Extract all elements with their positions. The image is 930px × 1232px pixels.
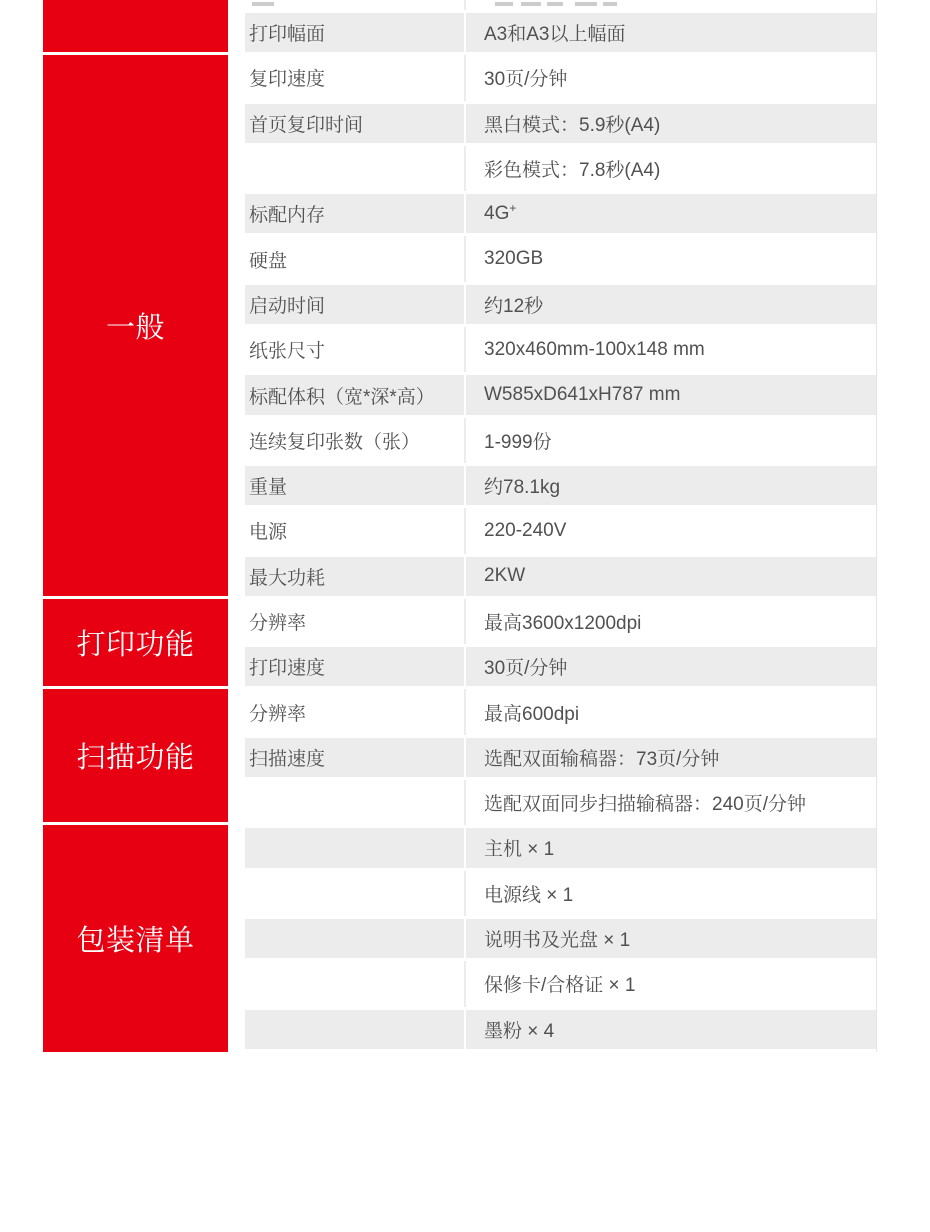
- spec-name: 分辨率: [245, 689, 466, 734]
- cutoff-value-cell: [466, 0, 876, 10]
- spec-name: [245, 919, 466, 958]
- table-row: [245, 463, 876, 508]
- spec-value: 320GB: [484, 248, 544, 270]
- spec-value: W585xD641xH787 mm: [484, 384, 681, 406]
- table-row: [245, 236, 876, 281]
- section-label-package: 包装清单: [76, 925, 195, 958]
- spec-value: 彩色模式：7.8秒(A4): [484, 160, 661, 182]
- spec-name: 分辨率: [245, 599, 466, 644]
- table-row: [245, 735, 876, 780]
- cutoff-name-cell: [245, 0, 466, 10]
- spec-value: 约78.1kg: [484, 477, 561, 499]
- table-row: [245, 101, 876, 146]
- table-row: [245, 825, 876, 870]
- table-row: [245, 780, 876, 825]
- spec-value: 黑白模式：5.9秒(A4): [484, 114, 661, 136]
- spec-value: 电源线 × 1: [484, 884, 574, 906]
- table-row: [245, 961, 876, 1006]
- spec-name: 打印幅面: [245, 13, 466, 52]
- section-block-general: [43, 55, 228, 596]
- spec-rows: [245, 10, 876, 1052]
- section-label-general: 一般: [105, 312, 165, 345]
- spec-value: 30页/分钟: [484, 658, 568, 680]
- spec-value: 选配双面同步扫描输稿器：240页/分钟: [484, 794, 806, 816]
- spec-value: 最高600dpi: [484, 703, 580, 725]
- section-block-scan: [43, 689, 228, 822]
- spec-name: 首页复印时间: [245, 104, 466, 143]
- table-row: [245, 55, 876, 100]
- table-row: [245, 1007, 876, 1052]
- spec-name: 纸张尺寸: [245, 327, 466, 372]
- spec-value: 4G +: [484, 200, 517, 224]
- table-row: [245, 418, 876, 463]
- table-row: [245, 689, 876, 734]
- spec-value: 约12秒: [484, 295, 544, 317]
- spec-name: [245, 1010, 466, 1049]
- spec-value: 墨粉 × 4: [484, 1020, 555, 1042]
- section-block-cutoff: [43, 0, 228, 52]
- section-label-print: 打印功能: [76, 629, 195, 662]
- spec-value: 选配双面输稿器：73页/分钟: [484, 748, 720, 770]
- spec-name: [245, 828, 466, 867]
- table-row: [245, 554, 876, 599]
- spec-name: 最大功耗: [245, 557, 466, 596]
- cutoff-row: [245, 0, 876, 10]
- spec-name: 打印速度: [245, 647, 466, 686]
- table-row: [245, 599, 876, 644]
- table-row: [245, 146, 876, 191]
- table-row: [245, 372, 876, 417]
- spec-name: 复印速度: [245, 55, 466, 100]
- spec-name: [245, 961, 466, 1006]
- spec-name: 重量: [245, 466, 466, 505]
- spec-value: 30页/分钟: [484, 69, 568, 91]
- spec-name: 启动时间: [245, 285, 466, 324]
- table-row: [245, 327, 876, 372]
- spec-value: A3和A3以上幅面: [484, 24, 626, 46]
- spec-name: 连续复印张数（张）: [245, 418, 466, 463]
- table-row: [245, 191, 876, 236]
- spec-value: 保修卡/合格证 × 1: [484, 975, 636, 997]
- section-label-scan: 扫描功能: [76, 742, 195, 775]
- section-block-package: [43, 825, 228, 1052]
- spec-name: [245, 780, 466, 825]
- table-row: [245, 871, 876, 916]
- spec-value: 2KW: [484, 565, 526, 587]
- spec-name: [245, 146, 466, 191]
- spec-name: 电源: [245, 508, 466, 553]
- spec-name: 扫描速度: [245, 738, 466, 777]
- spec-name: 标配内存: [245, 194, 466, 233]
- section-column: [43, 0, 228, 1052]
- table-row: [245, 10, 876, 55]
- spec-value: 320x460mm-100x148 mm: [484, 338, 705, 360]
- table-row: [245, 282, 876, 327]
- spec-value: 1-999份: [484, 431, 552, 453]
- spec-name: 标配体积（宽*深*高）: [245, 375, 466, 414]
- spec-value: 主机 × 1: [484, 839, 555, 861]
- table-row: [245, 508, 876, 553]
- section-block-print: [43, 599, 228, 687]
- spec-body: [245, 0, 877, 1052]
- table-row: [245, 916, 876, 961]
- spec-value: 最高3600x1200dpi: [484, 613, 642, 634]
- spec-value: 说明书及光盘 × 1: [484, 930, 631, 952]
- table-row: [245, 644, 876, 689]
- spec-name: [245, 871, 466, 916]
- spec-name: 硬盘: [245, 236, 466, 281]
- product-spec-table: [43, 0, 877, 1052]
- spec-value: 220-240V: [484, 519, 567, 541]
